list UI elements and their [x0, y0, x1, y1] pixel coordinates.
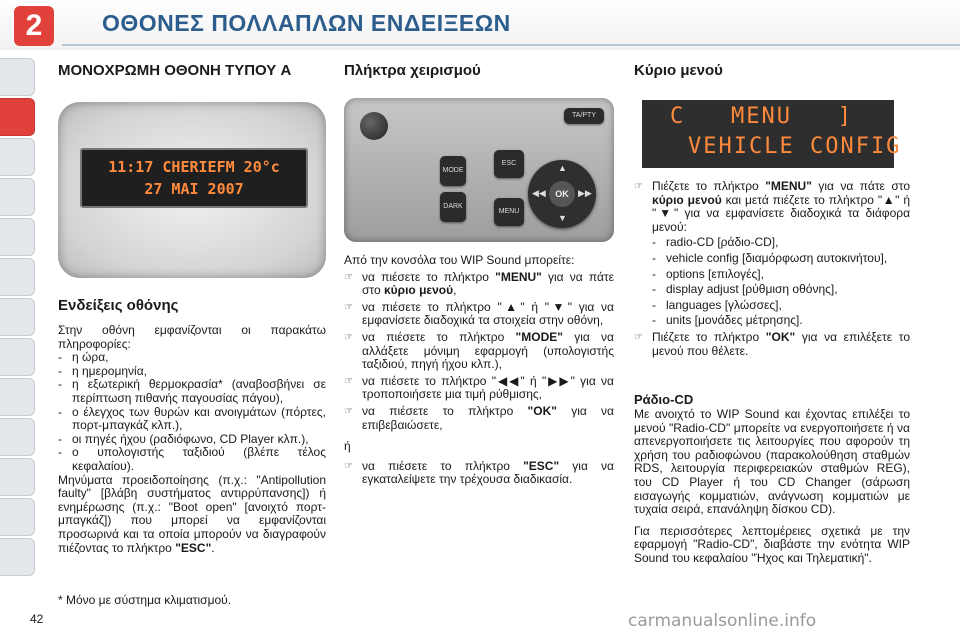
- header-divider: [62, 44, 960, 46]
- list-item: - ο υπολογιστής ταξιδιού (βλέπε τέλος κεφαλαίου).: [58, 445, 326, 473]
- rewind-icon: ◀◀: [532, 188, 546, 198]
- list-item: ☞ να πιέσετε το πλήκτρο "MENU" για να πάτε στο κύριο μενού,: [344, 269, 614, 298]
- chapter-tab: [0, 378, 35, 416]
- ta-pty-button: TA/PTY: [564, 108, 604, 124]
- chapter-number: 2: [25, 9, 43, 42]
- warning-messages-text: Μηνύματα προειδοποίησης (π.χ.: "Antipollution faulty" [βλάβη συστήματος αντιρρύπανσης]) ή ενημέρωσης (π.χ.: "Boot open" [ανοιχτό πορτ-μπαγκάζ]) που μπορεί να εμφανίζονται προσωρινά και τα οποία μπορούν να διαγραφούν πιέζοντας το πλήκτρο "ESC".: [58, 472, 326, 555]
- submenu-item: - display adjust [ρύθμιση οθόνης],: [652, 282, 838, 297]
- section-title-main-menu: Κύριο μενού: [634, 62, 723, 79]
- main-menu-text: [634, 180, 910, 358]
- section-title-display-info: Ενδείξεις οθόνης: [58, 297, 179, 314]
- chapter-tab: [0, 138, 35, 176]
- radio-cd-text: [634, 408, 910, 566]
- page-header: [0, 0, 960, 50]
- submenu-list: [634, 236, 910, 328]
- chapter-badge: [14, 6, 54, 46]
- down-arrow-icon: ▼: [558, 213, 567, 223]
- chapter-tab: [0, 58, 35, 96]
- list-item: - η ώρα,: [58, 350, 109, 365]
- list-item: - ο έλεγχος των θυρών και ανοιγμάτων (πόρτες, πορτ-μπαγκάζ κλπ.),: [58, 404, 326, 433]
- lcd-screen: [80, 148, 308, 208]
- chapter-tab: [0, 498, 35, 536]
- esc-button: ESC: [494, 150, 524, 178]
- radio-cd-paragraph: Με ανοιχτό το WIP Sound και έχοντας επιλέξει το μενού "Radio-CD" μπορείτε να ενεργοποιήσετε ή να απενεργοποιήσετε τις λειτουργίες που αφορούν τη χρήση του ραδιοφώνου (παρακολούθηση σταθμών RDS, λειτουργία περιφερειακών σταθμών REG), του CD Player ή του CD Changer (σάρωση εισαγωγής κομματιών, ανάγνωση κομματιών με τυχαία σειρά, επανάληψη δίσκου CD).: [634, 407, 910, 517]
- list-item: ☞ να πιέσετε το πλήκτρο "OK" για να επιβεβαιώσετε,: [344, 403, 614, 432]
- menu-screen-line1: C MENU ]: [670, 104, 853, 129]
- lcd-line-date: 27 MAI 2007: [144, 180, 244, 198]
- chapter-tab: [0, 418, 35, 456]
- watermark: carmanualsonline.info: [628, 611, 817, 631]
- or-text: ή: [344, 439, 351, 454]
- section-title-radio-cd: Ράδιο-CD: [634, 392, 694, 407]
- page-title: ΟΘΟΝΕΣ ΠΟΛΛΑΠΛΩΝ ΕΝΔΕΙΞΕΩΝ: [102, 10, 511, 36]
- controls-intro: Από την κονσόλα του WIP Sound μπορείτε:: [344, 253, 575, 267]
- submenu-item: - vehicle config [διαμόρφωση αυτοκινήτου],: [652, 250, 888, 265]
- menu-button: MENU: [494, 198, 524, 226]
- section-title-display-type-a: ΜΟΝΟΧΡΩΜΗ ΟΘΟΝΗ ΤΥΠΟΥ A: [58, 62, 292, 79]
- list-item: ☞ Πιέζετε το πλήκτρο "MENU" για να πάτε στο κύριο μενού και μετά πιέζετε το πλήκτρο "▲" ή "▼" για να εμφανίσετε διαδοχικά τα διάφορα μενού:: [634, 179, 910, 234]
- ok-button: OK: [549, 181, 575, 207]
- submenu-item: - languages [γλώσσες],: [652, 297, 782, 312]
- section-title-controls: Πλήκτρα χειρισμού: [344, 62, 481, 79]
- list-item: ☞ να πιέσετε το πλήκτρο "▲" ή "▼" για να εμφανίσετε διαδοχικά τα στοιχεία στην οθόνη,: [344, 299, 614, 328]
- chapter-tab: [0, 458, 35, 496]
- list-item: ☞ να πιέσετε το πλήκτρο "◀◀" ή "▶▶" για να τροποποιήσετε μια τιμή ρύθμισης,: [344, 373, 614, 402]
- chapter-tab: [0, 218, 35, 256]
- radio-cd-paragraph-more: Για περισσότερες λεπτομέρειες σχετικά με την εφαρμογή "Radio-CD", διαβάστε την ενότητα WIP Sound του κεφαλαίου "Ήχος και Τηλεματική".: [634, 523, 910, 565]
- menu-screen-photo: [642, 100, 902, 168]
- submenu-item: - options [επιλογές],: [652, 266, 764, 281]
- list-item: ☞ να πιέσετε το πλήκτρο "ESC" για να εγκαταλείψετε την τρέχουσα διαδικασία.: [344, 458, 614, 487]
- up-arrow-icon: ▲: [558, 163, 567, 173]
- display-info-text: [58, 324, 326, 555]
- chapter-tab: [0, 538, 35, 576]
- chapter-tab: [0, 178, 35, 216]
- chapter-tab: [0, 338, 35, 376]
- list-item: - η ημερομηνία,: [58, 363, 147, 378]
- list-item: - η εξωτερική θερμοκρασία* (αναβοσβήνει σε περίπτωση πιθανής παγουσίας πάγου),: [58, 377, 326, 405]
- chapter-tab: [0, 258, 35, 296]
- footnote: * Μόνο με σύστημα κλιματισμού.: [58, 593, 232, 607]
- chapter-tab-active: [0, 98, 35, 136]
- volume-knob: [360, 112, 388, 140]
- submenu-item: - radio-CD [ράδιο-CD],: [652, 235, 779, 250]
- forward-icon: ▶▶: [578, 188, 592, 198]
- list-item: ☞ Πιέζετε το πλήκτρο "OK" για να επιλέξετε το μενού που θέλετε.: [634, 329, 911, 358]
- submenu-item: - units [μονάδες μέτρησης].: [652, 313, 803, 328]
- list-item: ☞ να πιέσετε το πλήκτρο "MODE" για να αλλάξετε μόνιμη εφαρμογή (υπολογιστής ταξιδιού, πηγή ήχου κλπ.),: [344, 329, 614, 372]
- dark-button: DARK: [440, 192, 466, 222]
- chapter-tab: [0, 298, 35, 336]
- lcd-line-time-radio: 11:17 CHERIEFM 20°c: [108, 158, 280, 176]
- display-info-intro: Στην οθόνη εμφανίζονται οι παρακάτω πληροφορίες:: [58, 323, 326, 351]
- controls-text: [344, 254, 614, 487]
- list-item: - οι πηγές ήχου (ραδιόφωνο, CD Player κλπ.),: [58, 431, 309, 446]
- page-number: 42: [30, 612, 44, 626]
- mode-button: MODE: [440, 156, 466, 186]
- menu-screen-line2: VEHICLE CONFIG: [688, 134, 902, 159]
